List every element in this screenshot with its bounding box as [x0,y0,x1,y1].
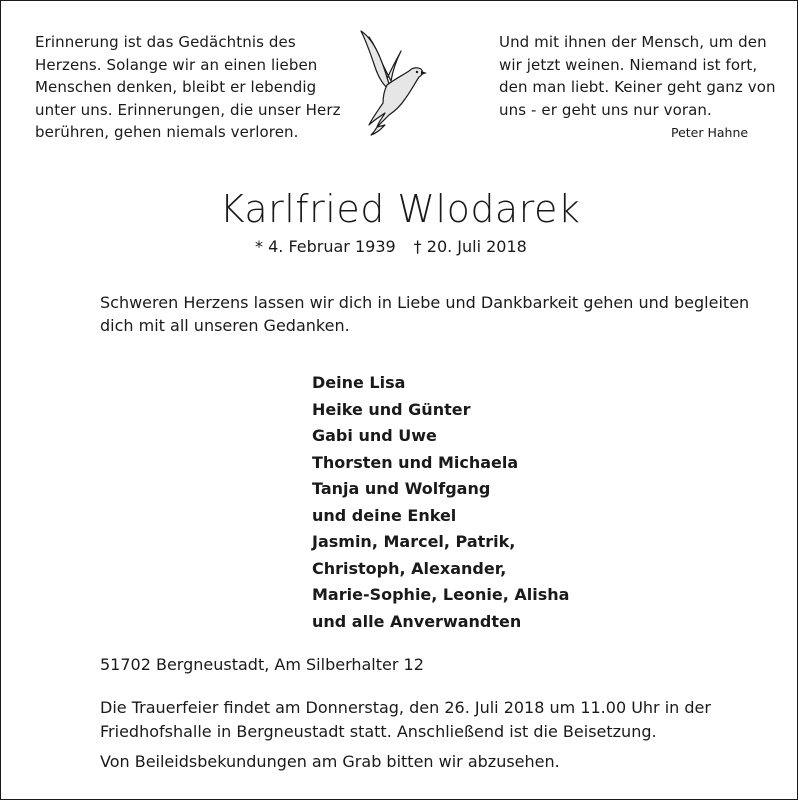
intro-line: Schweren Herzens lassen wir dich in Liebe und Dankbarkeit gehen und begleiten [100,293,750,312]
mourner-entry: Gabi und Uwe [312,426,437,445]
dove-icon [357,29,433,139]
quote-left-line: Menschen denken, bleibt er lebendig [35,78,317,96]
mourner-entry: Christoph, Alexander, [312,558,507,578]
mourner-entry: Jasmin, Marcel, Patrik, [312,532,516,551]
quote-author: Peter Hahne [671,125,749,140]
quote-right [499,31,779,121]
funeral-service-info [100,696,711,744]
mourner-entry: Deine Lisa [312,373,406,392]
deceased-name: Karlfried Wlodarek [219,187,581,231]
mourner-entry: Tanja und Wolfgang [312,479,491,498]
quote-right-line: wir jetzt weinen. Niemand ist fort, [499,55,758,74]
mourner-entry: und deine Enkel [312,505,457,525]
service-line: Friedhofshalle in Bergneustadt statt. Anschließend ist die Beisetzung. [100,722,657,741]
mourner-entry: und alle Anverwandten [312,611,522,631]
condolence-note: Von Beileidsbekundungen am Grab bitten wir abzusehen. [100,752,560,771]
intro-line: dich mit all unseren Gedanken. [100,316,350,335]
mourners-list [312,370,569,635]
quote-left-line: Herzens. Solange wir an einen lieben [35,55,318,74]
death-date: † 20. Juli 2018 [413,237,527,256]
quote-right-line: uns - er geht uns nur voran. [499,100,712,119]
quote-left-line: unter uns. Erinnerungen, die unser Herz [35,100,341,119]
quote-left-line: berühren, gehen niemals verloren. [35,123,299,141]
intro-text [100,291,780,337]
quote-left [35,31,341,144]
birth-date: * 4. Februar 1939 [255,237,396,256]
quote-left-line: Erinnerung ist das Gedächtnis des [35,33,296,51]
mourner-entry: Heike und Günter [312,399,471,419]
family-address: 51702 Bergneustadt, Am Silberhalter 12 [100,655,424,674]
quote-right-line: den man liebt. Keiner geht ganz von [499,78,776,96]
quote-right-line: Und mit ihnen der Mensch, um den [499,33,767,51]
service-line: Die Trauerfeier findet am Donnerstag, den 26. Juli 2018 um 11.00 Uhr in der [100,698,711,717]
mourner-entry: Marie-Sophie, Leonie, Alisha [312,585,570,604]
mourner-entry: Thorsten und Michaela [312,452,519,472]
life-dates [255,237,527,256]
